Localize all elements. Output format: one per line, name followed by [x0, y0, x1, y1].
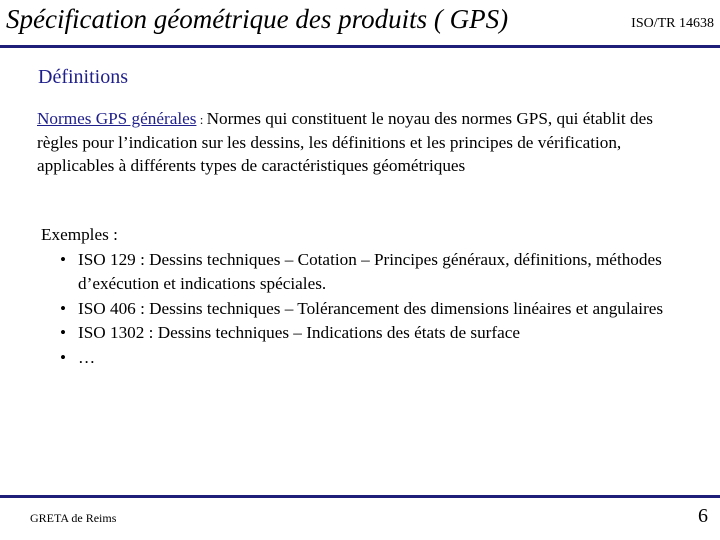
bullet-icon: • [60, 347, 67, 367]
examples-label: Exemples : [41, 225, 118, 244]
list-item-text: … [78, 347, 96, 367]
page-number: 6 [698, 505, 708, 527]
definition-paragraph [37, 107, 687, 177]
definition-separator: : [196, 112, 207, 127]
bullet-icon: • [60, 323, 67, 342]
list-item [41, 346, 681, 371]
section-heading: Définitions [38, 66, 128, 88]
list-item-text: ISO 1302 : Dessins techniques – Indications des états de surface [78, 323, 520, 342]
examples-block [41, 223, 681, 370]
list-item [41, 321, 681, 346]
bullet-icon: • [60, 298, 67, 318]
list-item-text: ISO 406 : Dessins techniques – Tolérancement des dimensions linéaires et angulaires [78, 298, 664, 318]
reference-code: ISO/TR 14638 [631, 16, 714, 31]
header-divider [0, 45, 720, 48]
definition-text: Normes qui constituent le noyau des normes GPS, qui établit des règles pour l’indication sur les dessins, les définitions et les principes de vérification, applicables à différents types de caractéristiques géométriques [37, 109, 653, 175]
list-item-text: ISO 129 : Dessins techniques – Cotation – Principes généraux, définitions, méthodes d’exécution et indications spéciales. [78, 249, 662, 293]
footer-divider [0, 495, 720, 498]
slide-title: Spécification géométrique des produits ( GPS) [6, 4, 509, 34]
bullet-icon: • [60, 249, 67, 269]
examples-list [41, 248, 681, 371]
list-item [41, 297, 681, 322]
list-item [41, 248, 681, 297]
definition-term: Normes GPS générales [37, 109, 197, 128]
footer-organization: GRETA de Reims [30, 511, 117, 525]
